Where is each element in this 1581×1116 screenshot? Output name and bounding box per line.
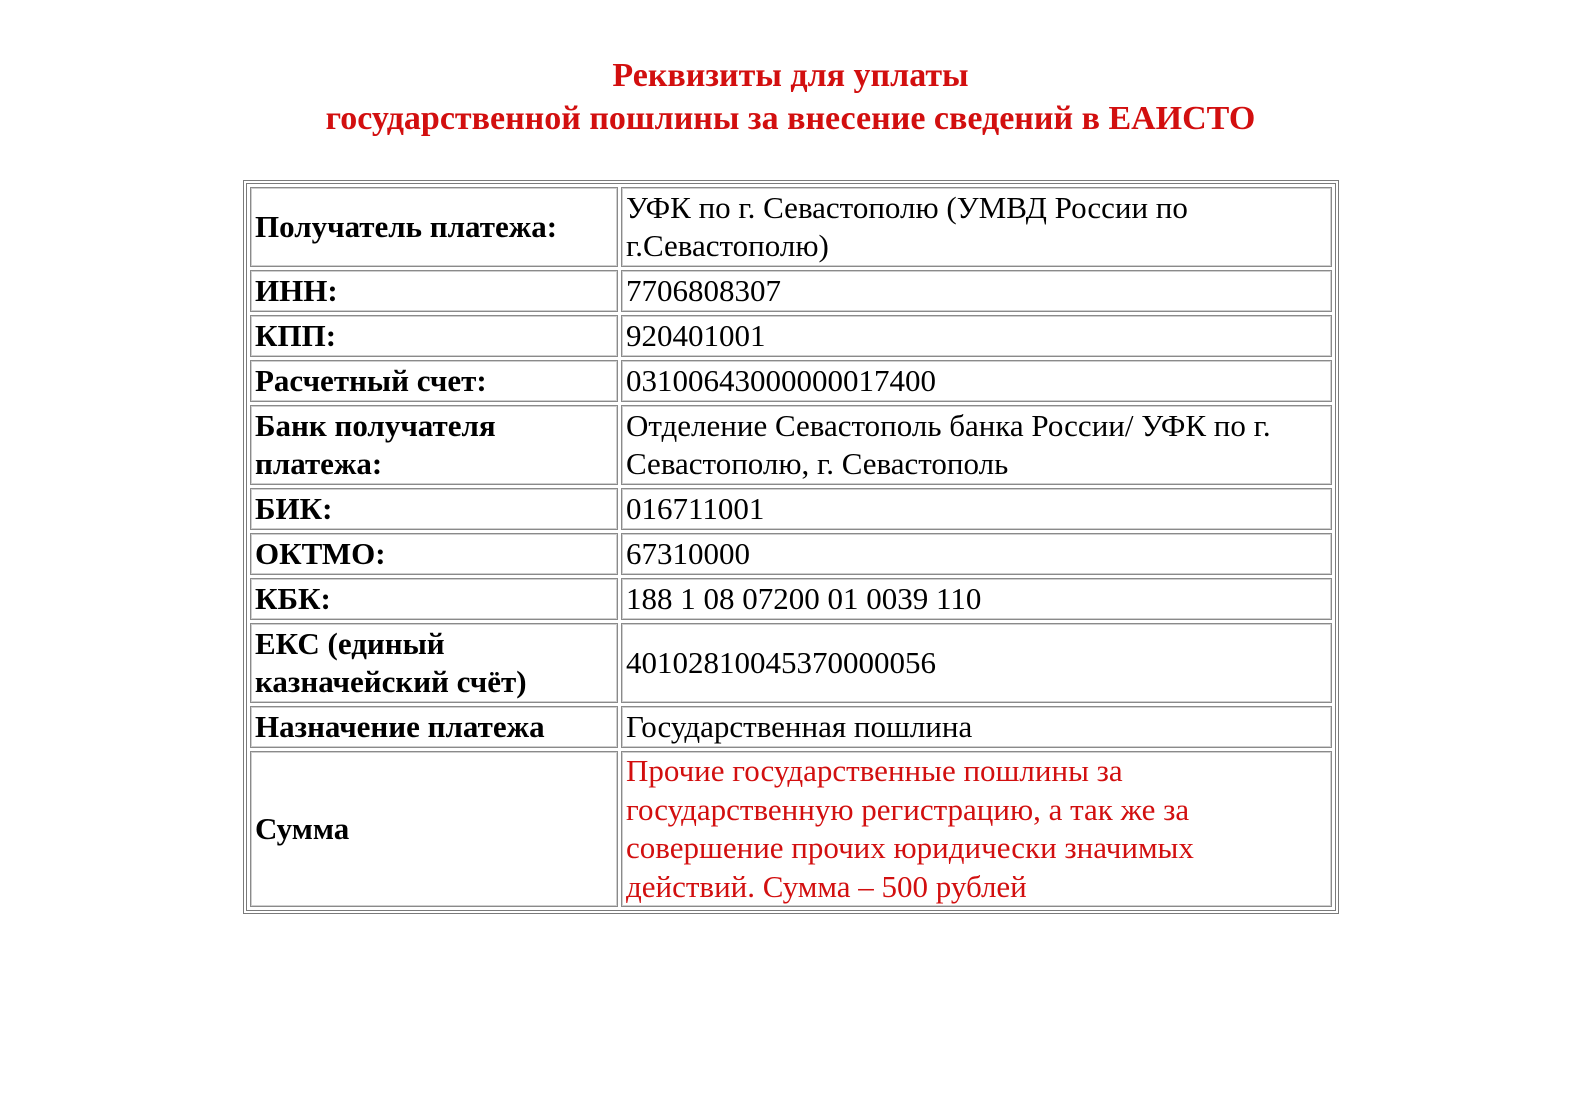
inn-value: 7706808307 — [621, 270, 1332, 312]
purpose-value: Государственная пошлина — [621, 706, 1332, 748]
kpp-value: 920401001 — [621, 315, 1332, 357]
table-row-bik — [250, 488, 1332, 530]
table-row-eks — [250, 623, 1332, 703]
bik-value: 016711001 — [621, 488, 1332, 530]
document-title — [0, 54, 1581, 140]
recipient-value: УФК по г. Севастополю (УМВД России по г.Севастополю) — [621, 187, 1332, 267]
amount-value: Прочие государственные пошлины за государственную регистрацию, а так же за совершение прочих юридически значимых действий. Сумма – 500 рублей — [621, 751, 1332, 907]
recipient-label: Получатель платежа: — [250, 187, 618, 267]
title-line-1: Реквизиты для уплаты — [612, 57, 969, 94]
table-row-inn — [250, 270, 1332, 312]
kpp-label: КПП: — [250, 315, 618, 357]
eks-label: ЕКС (единый казначейский счёт) — [250, 623, 618, 703]
bank-value: Отделение Севастополь банка России/ УФК по г. Севастополю, г. Севастополь — [621, 405, 1332, 485]
table-row-recipient — [250, 187, 1332, 267]
table-row-kbk — [250, 578, 1332, 620]
kbk-value: 188 1 08 07200 01 0039 110 — [621, 578, 1332, 620]
eks-value: 40102810045370000056 — [621, 623, 1332, 703]
amount-label: Сумма — [250, 751, 618, 907]
table-row-purpose — [250, 706, 1332, 748]
oktmo-label: ОКТМО: — [250, 533, 618, 575]
table-row-bank — [250, 405, 1332, 485]
title-line-2: государственной пошлины за внесение сведений в ЕАИСТО — [325, 100, 1256, 137]
bank-label: Банк получателя платежа: — [250, 405, 618, 485]
purpose-label: Назначение платежа — [250, 706, 618, 748]
table-row-oktmo — [250, 533, 1332, 575]
table-row-amount — [250, 751, 1332, 907]
requisites-table — [246, 183, 1336, 911]
inn-label: ИНН: — [250, 270, 618, 312]
account-label: Расчетный счет: — [250, 360, 618, 402]
kbk-label: КБК: — [250, 578, 618, 620]
table-row-kpp — [250, 315, 1332, 357]
table-row-account — [250, 360, 1332, 402]
oktmo-value: 67310000 — [621, 533, 1332, 575]
account-value: 03100643000000017400 — [621, 360, 1332, 402]
bik-label: БИК: — [250, 488, 618, 530]
